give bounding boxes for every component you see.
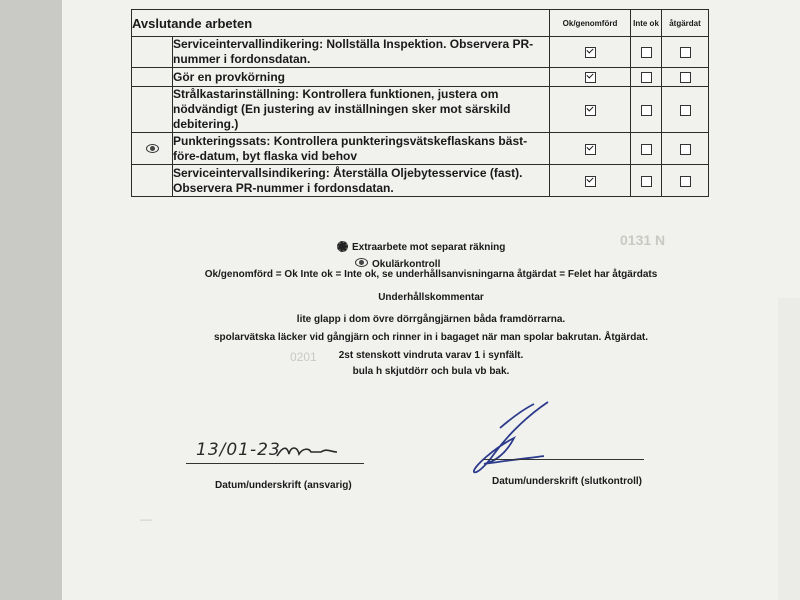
bleed-through: — xyxy=(140,512,152,526)
table-row xyxy=(132,87,709,133)
table-row xyxy=(132,37,709,68)
task-description: Punkteringssats: Kontrollera punkteringsvätskeflaskans bäst-före-datum, byt flaska vid behov xyxy=(173,133,550,165)
comment-line: bula h skjutdörr och bula vb bak. xyxy=(352,366,510,377)
checkbox-notok[interactable] xyxy=(641,47,652,58)
checkbox-fixed-cell xyxy=(662,87,709,133)
checklist-table xyxy=(131,9,709,197)
checkbox-done-cell xyxy=(550,37,631,68)
checkbox-done[interactable] xyxy=(585,176,596,187)
signature-line-responsible xyxy=(186,463,364,464)
table-row xyxy=(132,133,709,165)
table-row xyxy=(132,68,709,87)
checkbox-notok[interactable] xyxy=(641,176,652,187)
checkbox-notok[interactable] xyxy=(641,105,652,116)
row-marker-cell xyxy=(132,68,173,87)
checkbox-notok-cell xyxy=(631,37,662,68)
bleed-through: 0201 xyxy=(290,350,317,364)
checkbox-fixed[interactable] xyxy=(680,176,691,187)
checkbox-notok-cell xyxy=(631,133,662,165)
task-description: Serviceintervallsindikering: Återställa Oljebytesservice (fast). Observera PR-nummer i fordonsdatan. xyxy=(173,165,550,197)
eye-icon xyxy=(355,258,368,267)
signature-scribble-left xyxy=(275,440,345,462)
table-row xyxy=(132,165,709,197)
checkbox-fixed[interactable] xyxy=(680,72,691,83)
eye-icon xyxy=(146,144,159,153)
col-header-done: Ok/genomförd xyxy=(550,10,631,37)
checkbox-fixed-cell xyxy=(662,165,709,197)
legend-extra-work-text: Extraarbete mot separat räkning xyxy=(352,242,506,253)
checkbox-done[interactable] xyxy=(585,144,596,155)
checkbox-notok-cell xyxy=(631,68,662,87)
comment-line: spolarvätska läcker vid gångjärn och rinner in i bagaget när man spolar bakrutan. Åtgärdat. xyxy=(213,332,648,343)
checkbox-notok[interactable] xyxy=(641,144,652,155)
comments-heading: Underhållskommentar xyxy=(378,292,484,303)
checkbox-done-cell xyxy=(550,133,631,165)
bleed-through: 0131 N xyxy=(620,232,666,248)
signature-scribble-right xyxy=(470,398,560,478)
checkbox-fixed-cell xyxy=(662,133,709,165)
checkbox-done[interactable] xyxy=(585,105,596,116)
signature-label-responsible: Datum/underskrift (ansvarig) xyxy=(215,480,352,491)
comment-line: lite glapp i dom övre dörrgångjärnen båda framdörrarna. xyxy=(296,314,566,325)
row-marker-cell xyxy=(132,133,173,165)
table-header-row xyxy=(132,10,709,37)
checkbox-notok[interactable] xyxy=(641,72,652,83)
checkbox-done-cell xyxy=(550,165,631,197)
checkbox-fixed-cell xyxy=(662,68,709,87)
checkbox-done-cell xyxy=(550,68,631,87)
page-edge xyxy=(778,298,800,600)
signature-line-final xyxy=(484,459,644,460)
checkbox-done[interactable] xyxy=(585,47,596,58)
row-marker-cell xyxy=(132,87,173,133)
row-marker-cell xyxy=(132,37,173,68)
checkbox-done-cell xyxy=(550,87,631,133)
task-description: Serviceintervallindikering: Nollställa Inspektion. Observera PR-nummer i fordonsdatan. xyxy=(173,37,550,68)
checkbox-notok-cell xyxy=(631,165,662,197)
handwritten-date: 13/01-23 xyxy=(196,440,281,460)
checkbox-fixed[interactable] xyxy=(680,105,691,116)
col-header-notok: Inte ok xyxy=(631,10,662,37)
checkbox-notok-cell xyxy=(631,87,662,133)
checkbox-done[interactable] xyxy=(585,72,596,83)
legend-explanation: Ok/genomförd = Ok Inte ok = Inte ok, se underhållsanvisningarna åtgärdat = Felet har åtgärdats xyxy=(204,269,658,280)
signature-label-final: Datum/underskrift (slutkontroll) xyxy=(492,476,643,487)
comment-line: 2st stenskott vindruta varav 1 i synfält. xyxy=(338,350,524,361)
row-marker-cell xyxy=(132,165,173,197)
extra-work-icon xyxy=(337,241,348,252)
checkbox-fixed[interactable] xyxy=(680,47,691,58)
legend-visual-check-text: Okulärkontroll xyxy=(372,259,441,270)
table-title: Avslutande arbeten xyxy=(132,10,550,37)
checkbox-fixed-cell xyxy=(662,37,709,68)
checkbox-fixed[interactable] xyxy=(680,144,691,155)
legend-extra-work xyxy=(337,241,505,253)
task-description: Strålkastarinställning: Kontrollera funktionen, justera om nödvändigt (En justering av inställningen sker mot särskild debitering.) xyxy=(173,87,550,133)
task-description: Gör en provkörning xyxy=(173,68,550,87)
col-header-fixed: åtgärdat xyxy=(662,10,709,37)
